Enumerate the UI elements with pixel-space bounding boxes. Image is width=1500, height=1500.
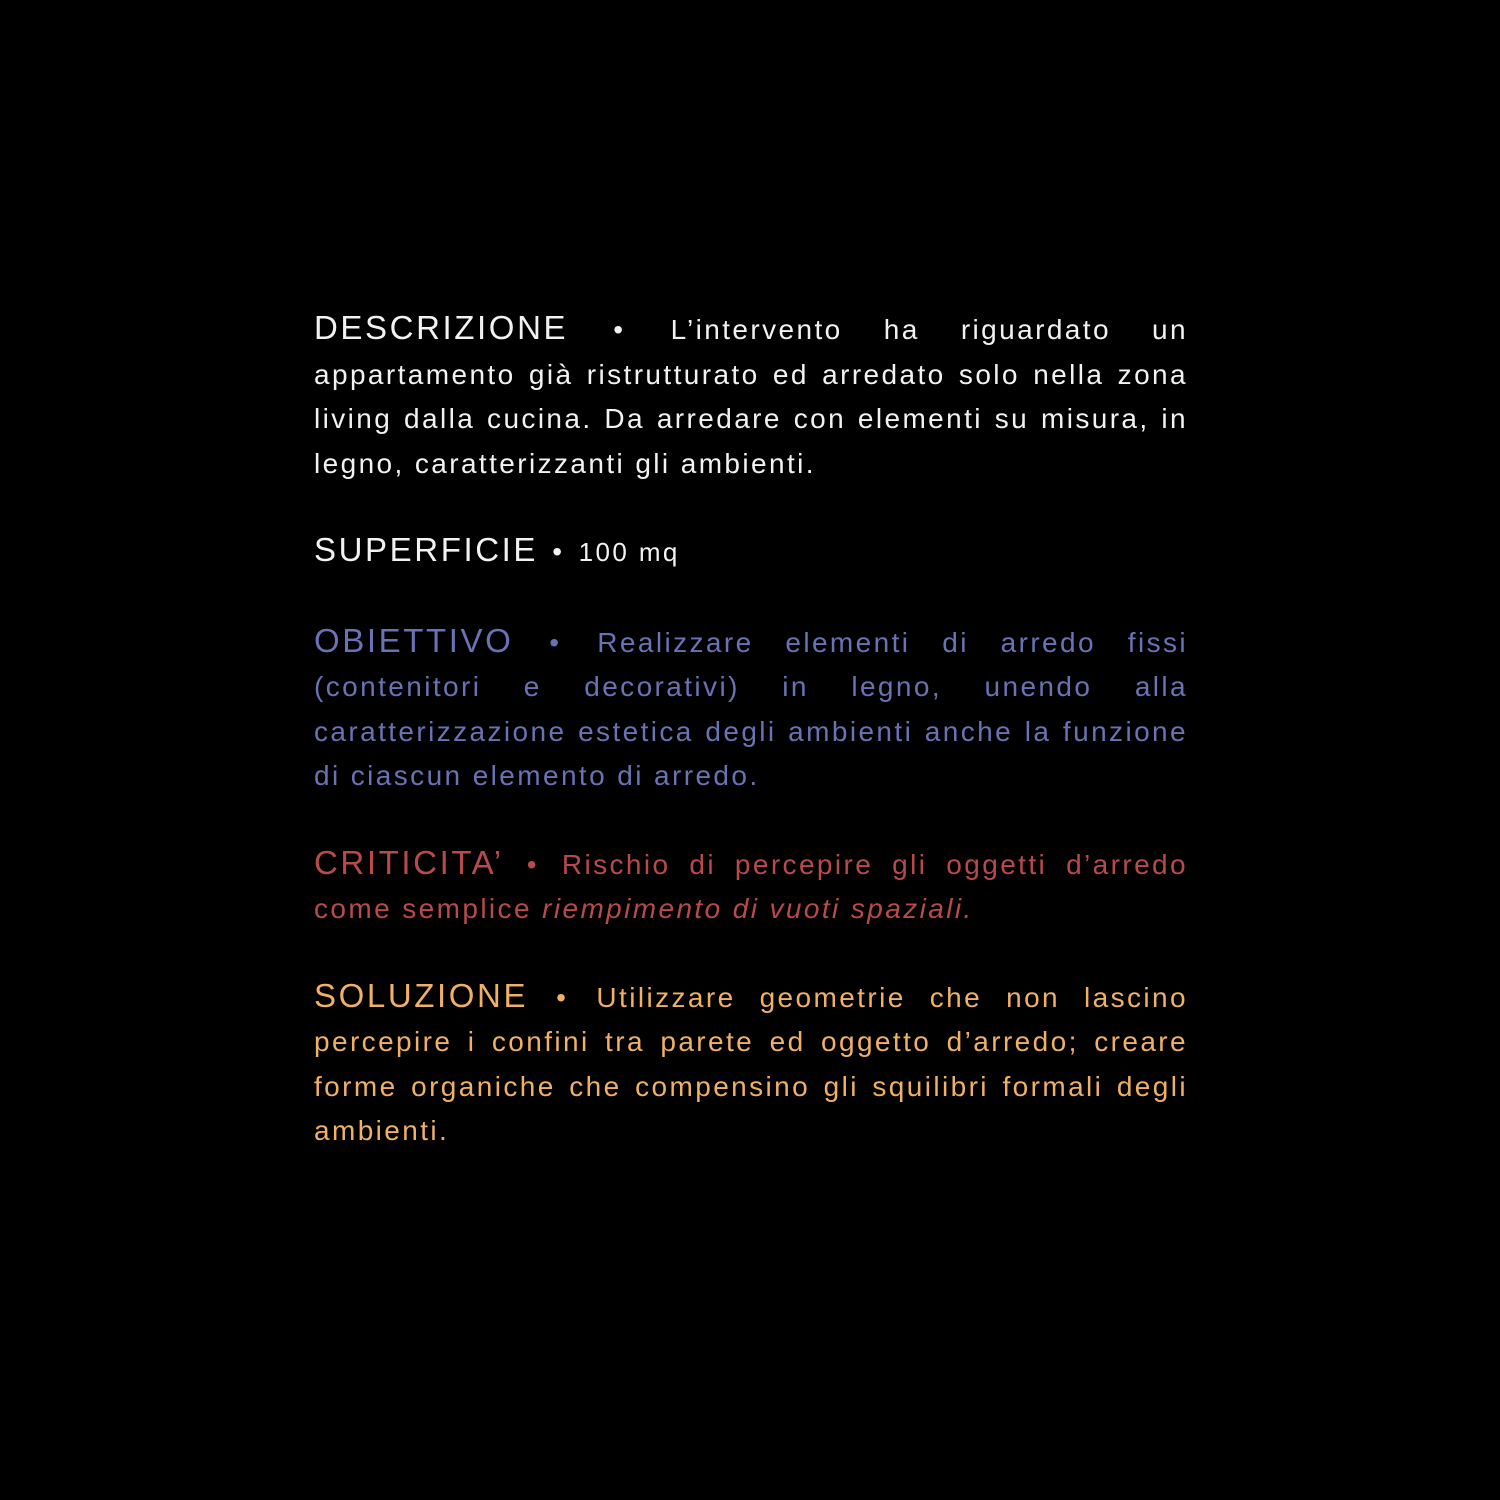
label-obiettivo: OBIETTIVO xyxy=(314,621,514,659)
section-criticita xyxy=(314,841,1188,932)
section-obiettivo xyxy=(314,619,1188,799)
bullet-separator: • xyxy=(549,626,562,658)
label-superficie: SUPERFICIE xyxy=(314,531,539,568)
text-criticita: Rischio di percepire gli oggetti d’arredo come semplice xyxy=(314,848,1188,924)
text-criticita-italic: riempimento di vuoti spaziali. xyxy=(542,893,974,924)
text-superficie: 100 mq xyxy=(578,537,680,567)
label-criticita: CRITICITA’ xyxy=(314,843,504,881)
bullet-separator: • xyxy=(613,314,626,345)
label-descrizione: DESCRIZIONE xyxy=(314,309,569,346)
text-obiettivo: Realizzare elementi di arredo fissi (contenitori e decorativi) in legno, unendo alla caratterizzazione estetica degli ambienti anche la funzione di ciascun elemento di arredo. xyxy=(314,626,1189,791)
project-description-block xyxy=(314,306,1188,1154)
section-descrizione xyxy=(314,306,1188,486)
bullet-separator: • xyxy=(552,536,565,567)
text-soluzione: Utilizzare geometrie che non lascino percepire i confini tra parete ed oggetto d’arredo; creare forme organiche che compensino gli squilibri formali degli ambienti. xyxy=(314,981,1189,1146)
bullet-separator: • xyxy=(556,981,569,1013)
label-soluzione: SOLUZIONE xyxy=(314,976,529,1014)
text-descrizione: L’intervento ha riguardato un appartamento già ristrutturato ed arredato solo nella zona living dalla cucina. Da arredare con elementi su misura, in legno, caratterizzanti gli ambienti. xyxy=(314,314,1188,479)
section-superficie xyxy=(314,528,1188,575)
section-soluzione xyxy=(314,974,1188,1154)
bullet-separator: • xyxy=(526,848,539,880)
